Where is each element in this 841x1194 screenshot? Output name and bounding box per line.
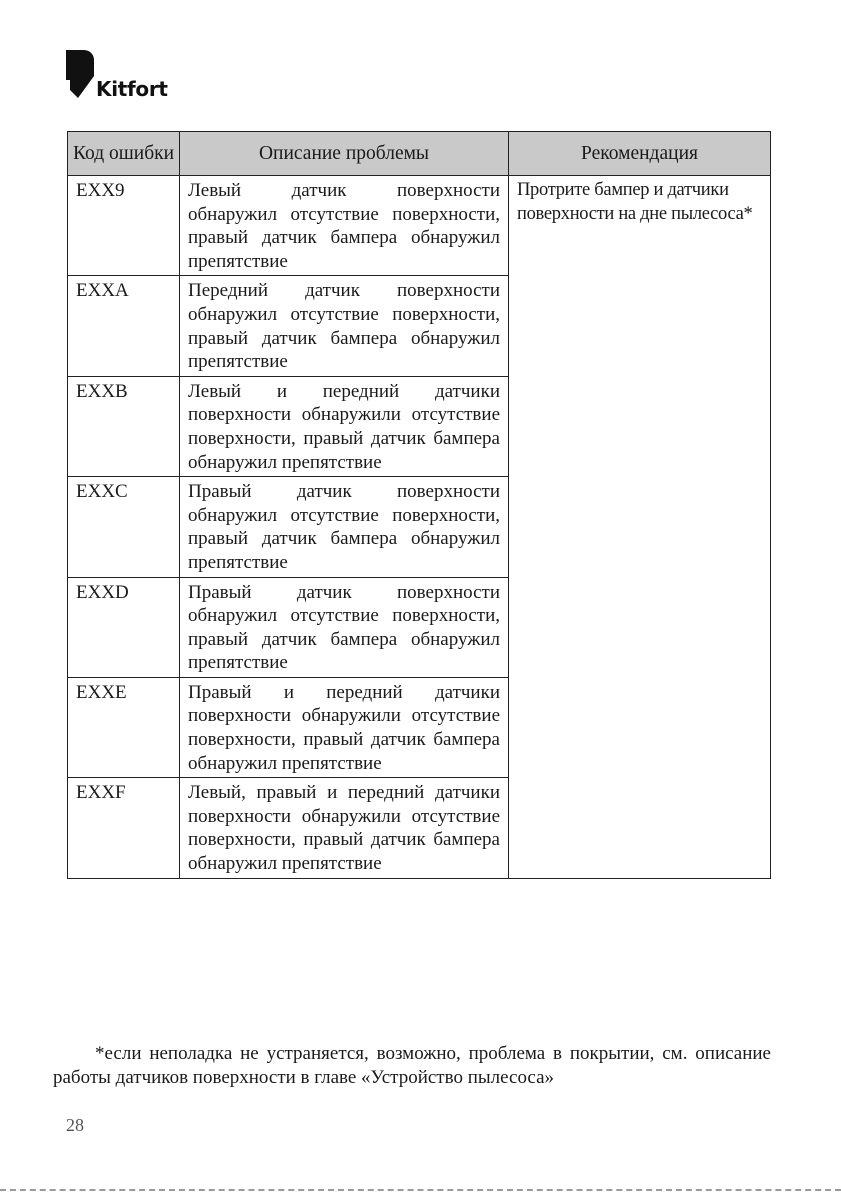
page-number: 28 [66, 1115, 84, 1135]
error-code: EXXD [68, 577, 180, 677]
error-code: EXXE [68, 677, 180, 777]
table-header-row [68, 132, 771, 176]
error-code: EXX9 [68, 176, 180, 276]
problem-description: Левый датчик поверхности обнаружил отсутствие поверхности, правый датчик бампера обнаружил препятствие [180, 176, 509, 276]
brand-name: Kitfort [96, 77, 168, 101]
kitfort-logo-icon [66, 50, 94, 100]
recommendation: Протрите бампер и датчики поверхности на дне пылесоса* [509, 176, 771, 879]
error-code: EXXB [68, 376, 180, 476]
header-problem-description: Описание проблемы [180, 132, 509, 176]
error-code: EXXF [68, 778, 180, 878]
header-recommendation: Рекомендация [509, 132, 771, 176]
header-error-code: Код ошибки [68, 132, 180, 176]
error-codes-table [67, 131, 771, 879]
problem-description: Левый и передний датчики поверхности обнаружили отсутствие поверхности, правый датчик бампера обнаружил препятствие [180, 376, 509, 476]
problem-description: Правый датчик поверхности обнаружил отсутствие поверхности, правый датчик бампера обнаружил препятствие [180, 477, 509, 577]
page-cut-line [0, 1189, 841, 1191]
problem-description: Правый датчик поверхности обнаружил отсутствие поверхности, правый датчик бампера обнаружил препятствие [180, 577, 509, 677]
problem-description: Левый, правый и передний датчики поверхности обнаружили отсутствие поверхности, правый датчик бампера обнаружил препятствие [180, 778, 509, 878]
footnote: *если неполадка не устраняется, возможно, проблема в покрытии, см. описание работы датчиков поверхности в главе «Устройство пылесоса» [53, 1043, 771, 1088]
table-row [68, 176, 771, 276]
problem-description: Правый и передний датчики поверхности обнаружили отсутствие поверхности, правый датчик бампера обнаружил препятствие [180, 677, 509, 777]
error-code: EXXC [68, 477, 180, 577]
error-code: EXXA [68, 276, 180, 376]
problem-description: Передний датчик поверхности обнаружил отсутствие поверхности, правый датчик бампера обнаружил препятствие [180, 276, 509, 376]
